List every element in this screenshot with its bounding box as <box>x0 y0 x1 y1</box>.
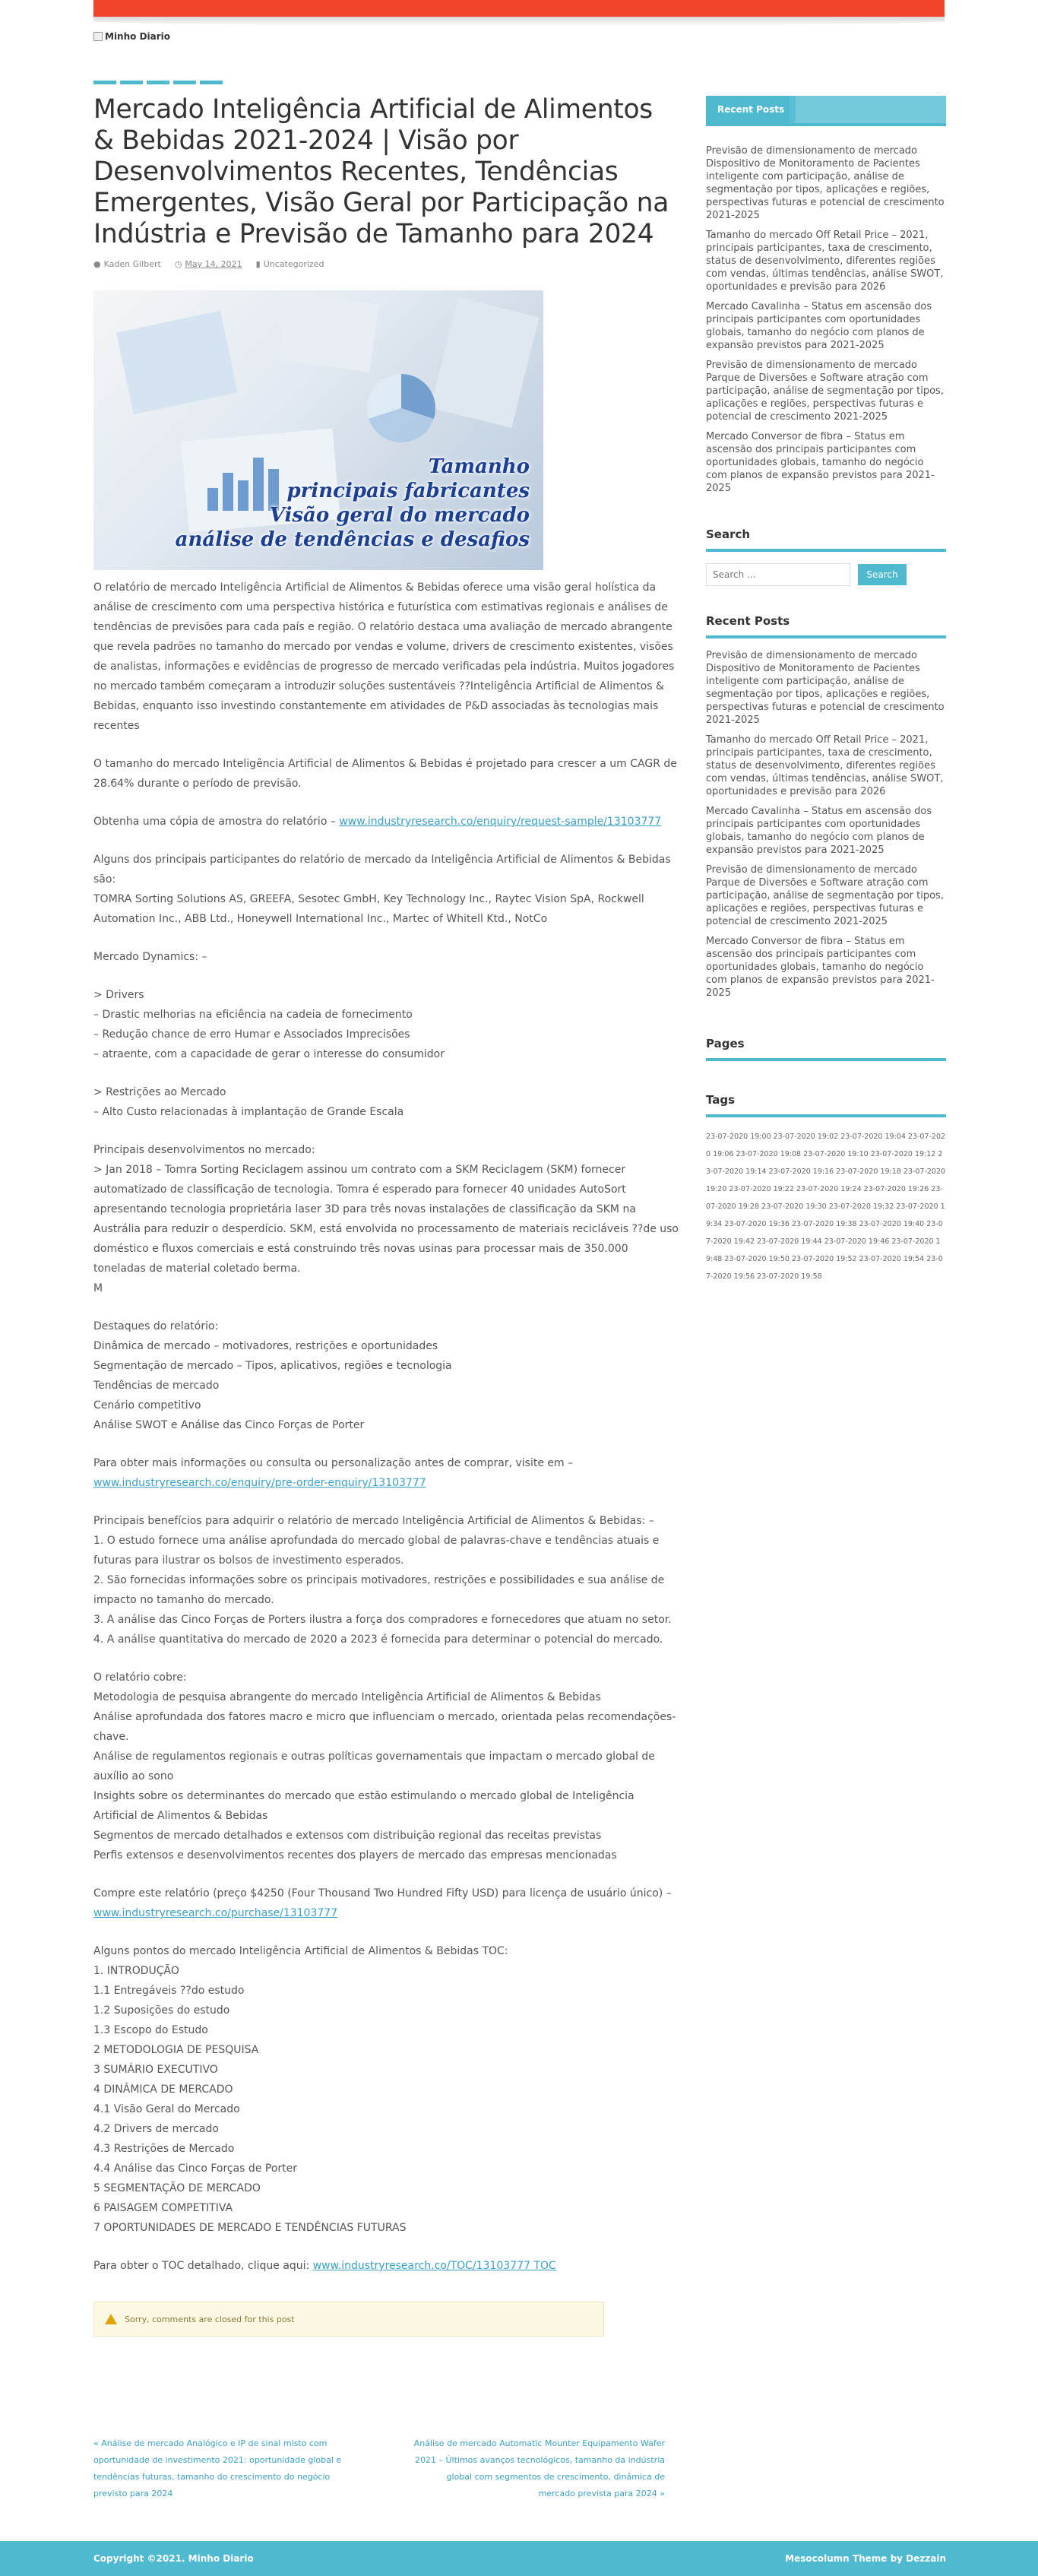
intro-paragraph: O relatório de mercado Inteligência Artificial de Alimentos & Bebidas oferece uma visão geral holística da análise de crescimento com uma perspectiva histórica e futurística com estimativas regionais e análises de tendências de previsões para cada país e região. O relatório destaca uma avaliação de mercado abrangente que revela padrões no tamanho do mercado por vendas e volume, drivers de crescimento existentes, visões de analistas, informações e evidências de progresso de mercado verificadas pela indústria. Muitos jogadores no mercado também começaram a introduzir soluções sustentáveis ??Inteligência Artificial de Alimentos & Bebidas, enquanto isso investindo constantemente em atividades de P&D associadas às tecnologias mais recentes <box>93 581 675 732</box>
recent-posts-widget-title: Recent Posts <box>706 614 946 638</box>
list-item[interactable]: Previsão de dimensionamento de mercado Parque de Diversões e Software atração com participação, análise de segmentação por tipos, aplicações e regiões, perspectivas futuras e potencial de crescimento 2021-2025 <box>706 864 944 927</box>
sample-link[interactable]: www.industryresearch.co/enquiry/request-sample/13103777 <box>339 816 662 828</box>
list-item[interactable]: Mercado Conversor de fibra – Status em ascensão dos principais participantes com oportunidades globais, tamanho do negócio com planos de expansão previstos para 2021-2025 <box>706 936 935 999</box>
clock-icon: ◷ <box>174 259 182 269</box>
post-navigation <box>93 2435 665 2502</box>
post-meta <box>93 259 679 269</box>
post-date[interactable]: ◷ May 14, 2021 <box>174 259 242 269</box>
purchase-link[interactable]: www.industryresearch.co/purchase/13103777 <box>93 1907 338 1919</box>
search-form <box>706 563 946 586</box>
top-bar-shadow <box>93 17 945 26</box>
restraints-list: > Restrições ao Mercado – Alto Custo relacionadas à implantação de Grande Escala <box>93 1086 404 1118</box>
footer-theme-credit[interactable]: Mesocolumn Theme by Dezzain <box>785 2553 946 2564</box>
developments-paragraph: Principais desenvolvimentos no mercado: > Jan 2018 – Tomra Sorting Reciclagem assinou um contrato com a SKM Reciclagem (SKM) fornecer automatizado de classificação de tecnologia. Tomra é esperado para fornecer 40 unidades AutoSort apresentando tecnologia proprietária laser 3D para três novas instalações de classificação da SKM na Austrália para reduzir o desperdício. SKM, está envolvida no processamento de materiais recicláveis ??de uso doméstico e fluxos comerciais e está construindo três novas usinas para processar mais de 350.000 toneladas de material coletado berma. M <box>93 1144 679 1294</box>
top-accent-bar <box>93 0 945 17</box>
toc-detail-paragraph: Para obter o TOC detalhado, clique aqui: www.industryresearch.co/TOC/13103777 TOC <box>93 2260 556 2272</box>
site-logo[interactable] <box>93 31 170 42</box>
featured-image <box>93 290 543 570</box>
list-item[interactable]: Tamanho do mercado Off Retail Price – 2021, principais participantes, taxa de crescimento, status de desenvolvimento, diferentes regiões com vendas, últimas tendências, análise SWOT, oportunidades e previsão para 2026 <box>706 734 944 797</box>
recent-posts-list <box>706 649 946 1000</box>
sample-paragraph: Obtenha uma cópia de amostra do relatório – www.industryresearch.co/enquiry/request-sample/13103777 <box>93 816 662 828</box>
post-category[interactable]: ▮ Uncategorized <box>255 259 324 269</box>
search-input[interactable] <box>706 563 850 586</box>
sidebar <box>706 96 946 1285</box>
footer-copyright: Copyright ©2021. Minho Diario <box>93 2553 254 2564</box>
list-item[interactable]: Previsão de dimensionamento de mercado Dispositivo de Monitoramento de Pacientes inteligente com participação, análise de segmentação por tipos, aplicações e regiões, perspectivas futuras e potencial de crescimento 2021-2025 <box>706 145 945 221</box>
tags-widget-title: Tags <box>706 1093 946 1117</box>
next-post-link[interactable]: Análise de mercado Automatic Mounter Equipamento Wafer 2021 – Últimos avanços tecnológicos, tamanho da indústria global com segmentos de crescimento, dinâmica de mercado prevista para 2024 » <box>413 2438 665 2498</box>
tag-cloud[interactable]: 23-07-2020 19:00 23-07-2020 19:02 23-07-2020 19:04 23-07-2020 19:06 23-07-2020 19:08 23-07-2020 19:10 23-07-2020 19:12 23-07-2020 19:14 23-07-2020 19:16 23-07-2020 19:18 23-07-2020 19:20 23-07-2020 19:22 23-07-2020 19:24 23-07-2020 19:26 23-07-2020 19:28 23-07-2020 19:30 23-07-2020 19:32 23-07-2020 19:34 23-07-2020 19:36 23-07-2020 19:38 23-07-2020 19:40 23-07-2020 19:42 23-07-2020 19:44 23-07-2020 19:46 23-07-2020 19:48 23-07-2020 19:50 23-07-2020 19:52 23-07-2020 19:54 23-07-2020 19:56 23-07-2020 19:58 <box>706 1133 946 1281</box>
search-widget-title: Search <box>706 528 946 552</box>
highlights-list: Destaques do relatório: Dinâmica de mercado – motivadores, restrições e oportunidades Segmentação de mercado – Tipos, aplicativos, regiões e tecnologia Tendências de mercado Cenário competitivo Análise SWOT e Análise das Cinco Forças de Porter <box>93 1320 452 1431</box>
site-logo-alt: Minho Diario <box>105 31 171 42</box>
list-item[interactable]: Previsão de dimensionamento de mercado Dispositivo de Monitoramento de Pacientes inteligente com participação, análise de segmentação por tipos, aplicações e regiões, perspectivas futuras e potencial de crescimento 2021-2025 <box>706 650 945 726</box>
toc-list: Alguns pontos do mercado Inteligência Artificial de Alimentos & Bebidas TOC: 1. INTRODUÇÃO 1.1 Entregáveis ??do estudo 1.2 Suposições do estudo 1.3 Escopo do Estudo 2 METODOLOGIA DE PESQUISA 3 SUMÁRIO EXECUTIVO 4 DINÂMICA DE MERCADO 4.1 Visão Geral do Mercado 4.2 Drivers de mercado 4.3 Restrições de Mercado 4.4 Análise das Cinco Forças de Porter 5 SEGMENTAÇÃO DE MERCADO 6 PAISAGEM COMPETITIVA 7 OPORTUNIDADES DE MERCADO E TENDÊNCIAS FUTURAS <box>93 1945 508 2234</box>
list-item[interactable]: Previsão de dimensionamento de mercado Parque de Diversões e Software atração com participação, análise de segmentação por tipos, aplicações e regiões, perspectivas futuras e potencial de crescimento 2021-2025 <box>706 360 944 423</box>
post-author[interactable]: ● Kaden Gilbert <box>93 259 161 269</box>
featured-image-caption: Tamanho principais fabricantes Visão geral do mercado análise de tendências e desafios <box>175 455 530 551</box>
list-item[interactable]: Mercado Conversor de fibra – Status em ascensão dos principais participantes com oportunidades globais, tamanho do negócio com planos de expansão previstos para 2021-2025 <box>706 431 935 494</box>
comments-closed-notice: Sorry, comments are closed for this post <box>93 2302 604 2337</box>
toc-link[interactable]: www.industryresearch.co/TOC/13103777 TOC <box>312 2260 556 2272</box>
article <box>93 94 679 2337</box>
tab-recent-posts-list <box>706 144 946 495</box>
page-title: Mercado Inteligência Artificial de Alimentos & Bebidas 2021-2024 | Visão por Desenvolvimentos Recentes, Tendências Emergentes, Visão Geral por Participação na Indústria e Previsão de Tamanho para 2024 <box>93 94 669 249</box>
drivers-list: > Drivers – Drastic melhorias na eficiência na cadeia de fornecimento – Redução chance de erro Humar e Associados Imprecisões – atraente, com a capacidade de gerar o interesse do consumidor <box>93 989 445 1060</box>
tab-recent-posts[interactable]: Recent Posts <box>706 96 796 123</box>
dynamics-head: Mercado Dynamics: – <box>93 951 207 963</box>
recent-posts-tab-header <box>706 96 946 126</box>
preorder-link[interactable]: www.industryresearch.co/enquiry/pre-order-enquiry/13103777 <box>93 1477 426 1489</box>
players-paragraph: Alguns dos principais participantes do relatório de mercado da Inteligência Artificial de Alimentos & Bebidas são: TOMRA Sorting Solutions AS, GREEFA, Sesotec GmbH, Key Technology Inc., Raytec Vision SpA, Rockwell Automation Inc., ABB Ltd., Honeywell International Inc., Martec of Whitell Ktd., NotCo <box>93 854 671 925</box>
warning-icon <box>105 2314 117 2324</box>
market-size-paragraph: O tamanho do mercado Inteligência Artificial de Alimentos & Bebidas é projetado para crescer a um CAGR de 28.64% durante o período de previsão. <box>93 758 677 790</box>
previous-post-link[interactable]: « Análise de mercado Analógico e IP de sinal misto com oportunidade de investimento 2021: oportunidade global e tendências futuras, tamanho do crescimento do negócio previsto para 2024 <box>93 2438 342 2498</box>
list-item[interactable]: Mercado Cavalinha – Status em ascensão dos principais participantes com oportunidades globais, tamanho do negócio com planos de expansão previstos para 2021-2025 <box>706 301 932 351</box>
benefits-list: Principais benefícios para adquirir o relatório de mercado Inteligência Artificial de Alimentos & Bebidas: – 1. O estudo fornece uma análise aprofundada do mercado global de palavras-chave e tendências atuais e futuras para ilustrar os bolsos de investimento esperados. 2. São fornecidas informações sobre os principais motivadores, restrições e possibilidades e sua análise de impacto no tamanho do mercado. 3. A análise das Cinco Forças de Porters ilustra a força dos compradores e fornecedores que atuam no setor. 4. A análise quantitativa do mercado de 2020 a 2023 é fornecida para determinar o potencial do mercado. <box>93 1515 672 1646</box>
purchase-paragraph: Compre este relatório (preço $4250 (Four Thousand Two Hundred Fifty USD) para licença de usuário único) – www.industryresearch.co/purchase/13103777 <box>93 1887 672 1919</box>
covers-list: O relatório cobre: Metodologia de pesquisa abrangente do mercado Inteligência Artificial de Alimentos & Bebidas Análise aprofundada dos fatores macro e micro que influenciam o mercado, orientada pelas recomendações-chave. Análise de regulamentos regionais e outras políticas governamentais que impactam o mercado global de auxílio ao sono Insights sobre os determinantes do mercado que estão estimulando o mercado global de Inteligência Artificial de Alimentos & Bebidas Segmentos de mercado detalhados e extensos com distribuição regional das receitas previstas Perfis extensos e desenvolvimentos recentes dos players de mercado das empresas mencionadas <box>93 1671 676 1862</box>
article-body <box>93 578 679 2276</box>
search-button[interactable]: Search <box>858 564 907 585</box>
list-item[interactable]: Mercado Cavalinha – Status em ascensão dos principais participantes com oportunidades globais, tamanho do negócio com planos de expansão previstos para 2021-2025 <box>706 806 932 856</box>
broken-image-icon <box>93 32 103 41</box>
user-icon: ● <box>93 259 101 269</box>
pages-widget-title: Pages <box>706 1037 946 1061</box>
folder-icon: ▮ <box>255 259 261 269</box>
list-item[interactable]: Tamanho do mercado Off Retail Price – 2021, principais participantes, taxa de crescimento, status de desenvolvimento, diferentes regiões com vendas, últimas tendências, análise SWOT, oportunidades e previsão para 2026 <box>706 230 944 293</box>
site-footer <box>0 2541 1038 2576</box>
preorder-paragraph: Para obter mais informações ou consulta ou personalização antes de comprar, visite em – www.industryresearch.co/enquiry/pre-order-enquiry/13103777 <box>93 1457 574 1489</box>
nav-dashes <box>93 81 223 84</box>
